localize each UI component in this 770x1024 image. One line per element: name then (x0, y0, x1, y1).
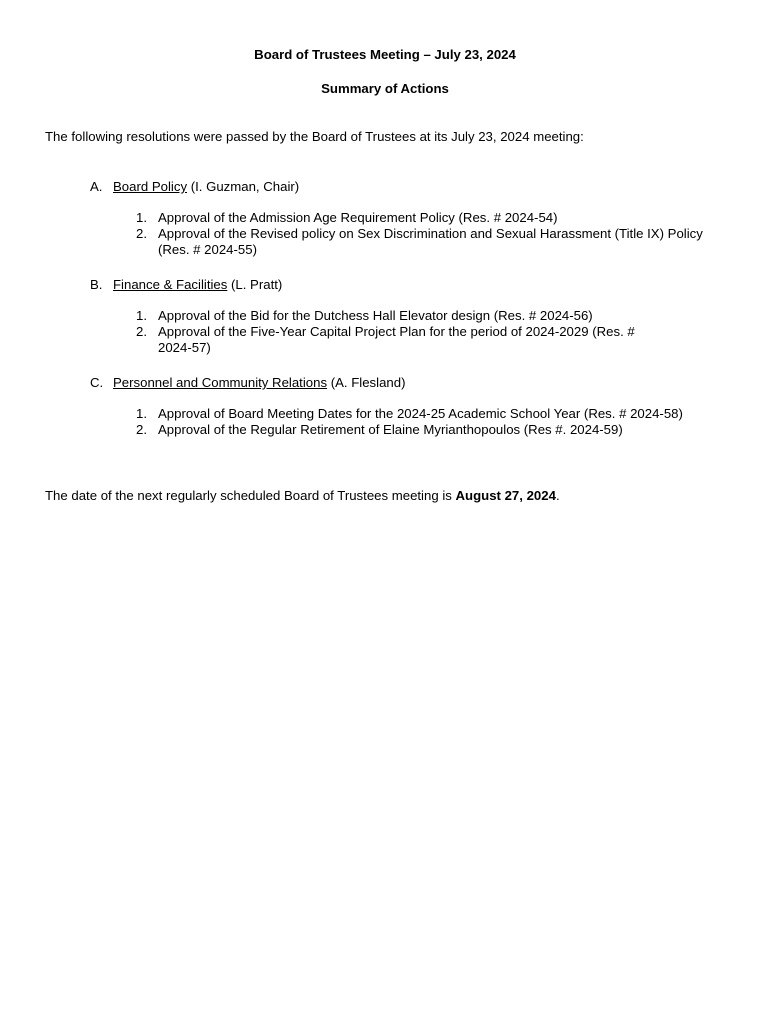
section-personnel-community (90, 375, 750, 438)
list-item (90, 308, 718, 324)
resolution-list (90, 406, 750, 438)
section-board-policy (90, 179, 750, 258)
section-letter: A. (90, 179, 103, 194)
list-item (90, 406, 758, 422)
section-chair: (L. Pratt) (227, 277, 283, 292)
item-number: 2. (136, 226, 147, 241)
item-text: Approval of the Revised policy on Sex Discrimination and Sexual Harassment (Title IX) Policy (Res. # 2024-55) (158, 226, 703, 257)
item-text: Approval of the Bid for the Dutchess Hall Elevator design (Res. # 2024-56) (158, 308, 593, 323)
list-item (90, 422, 718, 438)
closing-paragraph (45, 488, 560, 504)
item-text: Approval of the Admission Age Requirement Policy (Res. # 2024-54) (158, 210, 558, 225)
item-text: Approval of the Five-Year Capital Project Plan for the period of 2024-2029 (Res. # 2024-57) (158, 324, 635, 355)
section-letter: C. (90, 375, 104, 390)
section-letter: B. (90, 277, 103, 292)
next-meeting-date: August 27, 2024 (455, 488, 556, 503)
section-chair: (I. Guzman, Chair) (187, 179, 300, 194)
section-finance-facilities (90, 277, 750, 356)
item-number: 1. (136, 308, 147, 323)
intro-paragraph: The following resolutions were passed by the Board of Trustees at its July 23, 2024 meeting: (45, 129, 584, 144)
closing-text: The date of the next regularly scheduled Board of Trustees meeting is (45, 488, 456, 503)
item-number: 2. (136, 324, 147, 339)
item-text: Approval of Board Meeting Dates for the 2024-25 Academic School Year (Res. # 2024-58) (158, 406, 683, 421)
section-chair: (A. Flesland) (327, 375, 406, 390)
document-subtitle: Summary of Actions (321, 81, 449, 96)
resolution-list (90, 210, 750, 258)
item-number: 1. (136, 210, 147, 225)
item-text: Approval of the Regular Retirement of Elaine Myrianthopoulos (Res #. 2024-59) (158, 422, 623, 437)
list-item (90, 226, 718, 258)
section-name: Board Policy (113, 179, 188, 194)
section-heading (90, 277, 750, 293)
closing-punctuation: . (555, 488, 560, 503)
section-heading (90, 179, 750, 195)
section-name: Finance & Facilities (113, 277, 228, 292)
list-item (90, 324, 638, 356)
item-number: 1. (136, 406, 147, 421)
section-name: Personnel and Community Relations (113, 375, 328, 390)
section-heading (90, 375, 750, 391)
resolution-list (90, 308, 750, 356)
document-title: Board of Trustees Meeting – July 23, 2024 (254, 47, 516, 62)
item-number: 2. (136, 422, 147, 437)
list-item (90, 210, 718, 226)
